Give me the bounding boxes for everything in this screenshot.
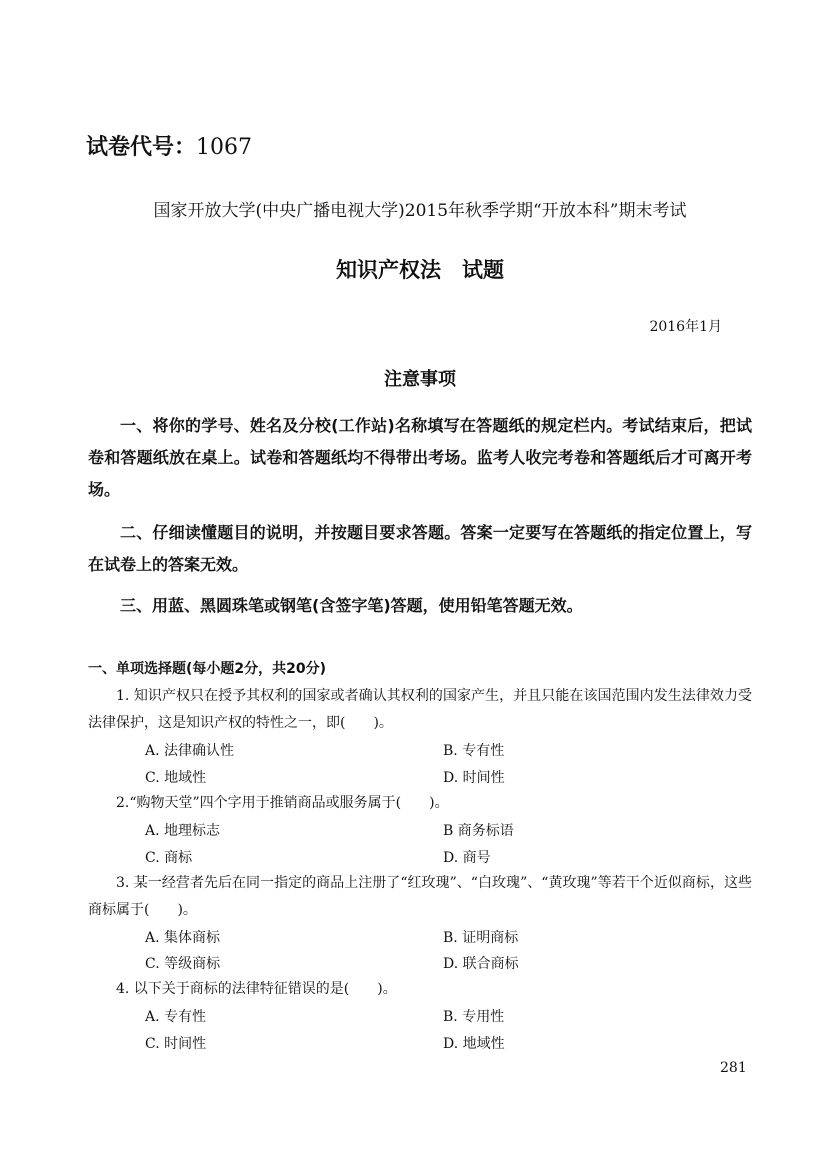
notice-item-2: 二、仔细读懂题目的说明，并按题目要求答题。答案一定要写在答题纸的指定位置上，写在试卷上的答案无效。 [88, 523, 752, 574]
q4-option-a: A. 专有性 [145, 1009, 207, 1025]
exam-title: 知识产权法 试题 [336, 258, 504, 282]
exam-code [86, 130, 252, 161]
q2-option-b: B 商务标语 [443, 823, 514, 839]
question-3: 3. 某一经营者先后在同一指定的商品上注册了“红玫瑰”、“白玫瑰”、“黄玫瑰”等若干个近似商标，这些商标属于( )。 [88, 875, 752, 918]
q4-option-c: C. 时间性 [145, 1036, 207, 1052]
page-number: 281 [720, 1060, 747, 1076]
notice-item-1: 一、将你的学号、姓名及分校(工作站)名称填写在答题纸的规定栏内。考试结束后，把试卷和答题纸放在桌上。试卷和答题纸均不得带出考场。监考人收完考卷和答题纸后才可离开考场。 [88, 416, 752, 499]
q3-option-b: B. 证明商标 [443, 930, 519, 946]
q1-option-a: A. 法律确认性 [145, 743, 235, 759]
q1-option-c: C. 地域性 [145, 770, 207, 786]
notice-title: 注意事项 [384, 369, 456, 390]
section-title: 一、单项选择题(每小题2分，共20分) [88, 661, 327, 677]
question-2: 2.“购物天堂”四个字用于推销商品或服务属于( )。 [116, 795, 449, 811]
q4-option-b: B. 专用性 [443, 1009, 505, 1025]
exam-date: 2016年1月 [649, 319, 722, 335]
q3-option-a: A. 集体商标 [145, 930, 221, 946]
q2-option-d: D. 商号 [443, 850, 491, 866]
university-line: 国家开放大学(中央广播电视大学)2015年秋季学期“开放本科”期末考试 [153, 201, 687, 221]
question-4: 4. 以下关于商标的法律特征错误的是( )。 [116, 981, 397, 997]
q1-option-b: B. 专有性 [443, 743, 505, 759]
q4-option-d: D. 地域性 [443, 1036, 505, 1052]
question-1: 1. 知识产权只在授予其权利的国家或者确认其权利的国家产生，并且只能在该国范围内发生法律效力受法律保护，这是知识产权的特性之一，即( )。 [88, 688, 752, 731]
q3-option-d: D. 联合商标 [443, 956, 519, 972]
notice-item-3: 三、用蓝、黑圆珠笔或钢笔(含签字笔)答题，使用铅笔答题无效。 [120, 596, 583, 615]
q2-option-a: A. 地理标志 [145, 823, 221, 839]
q3-option-c: C. 等级商标 [145, 956, 221, 972]
q2-option-c: C. 商标 [145, 850, 193, 866]
q1-option-d: D. 时间性 [443, 770, 505, 786]
exam-code-number: 1067 [196, 135, 253, 160]
exam-code-label: 试卷代号： [86, 135, 197, 160]
